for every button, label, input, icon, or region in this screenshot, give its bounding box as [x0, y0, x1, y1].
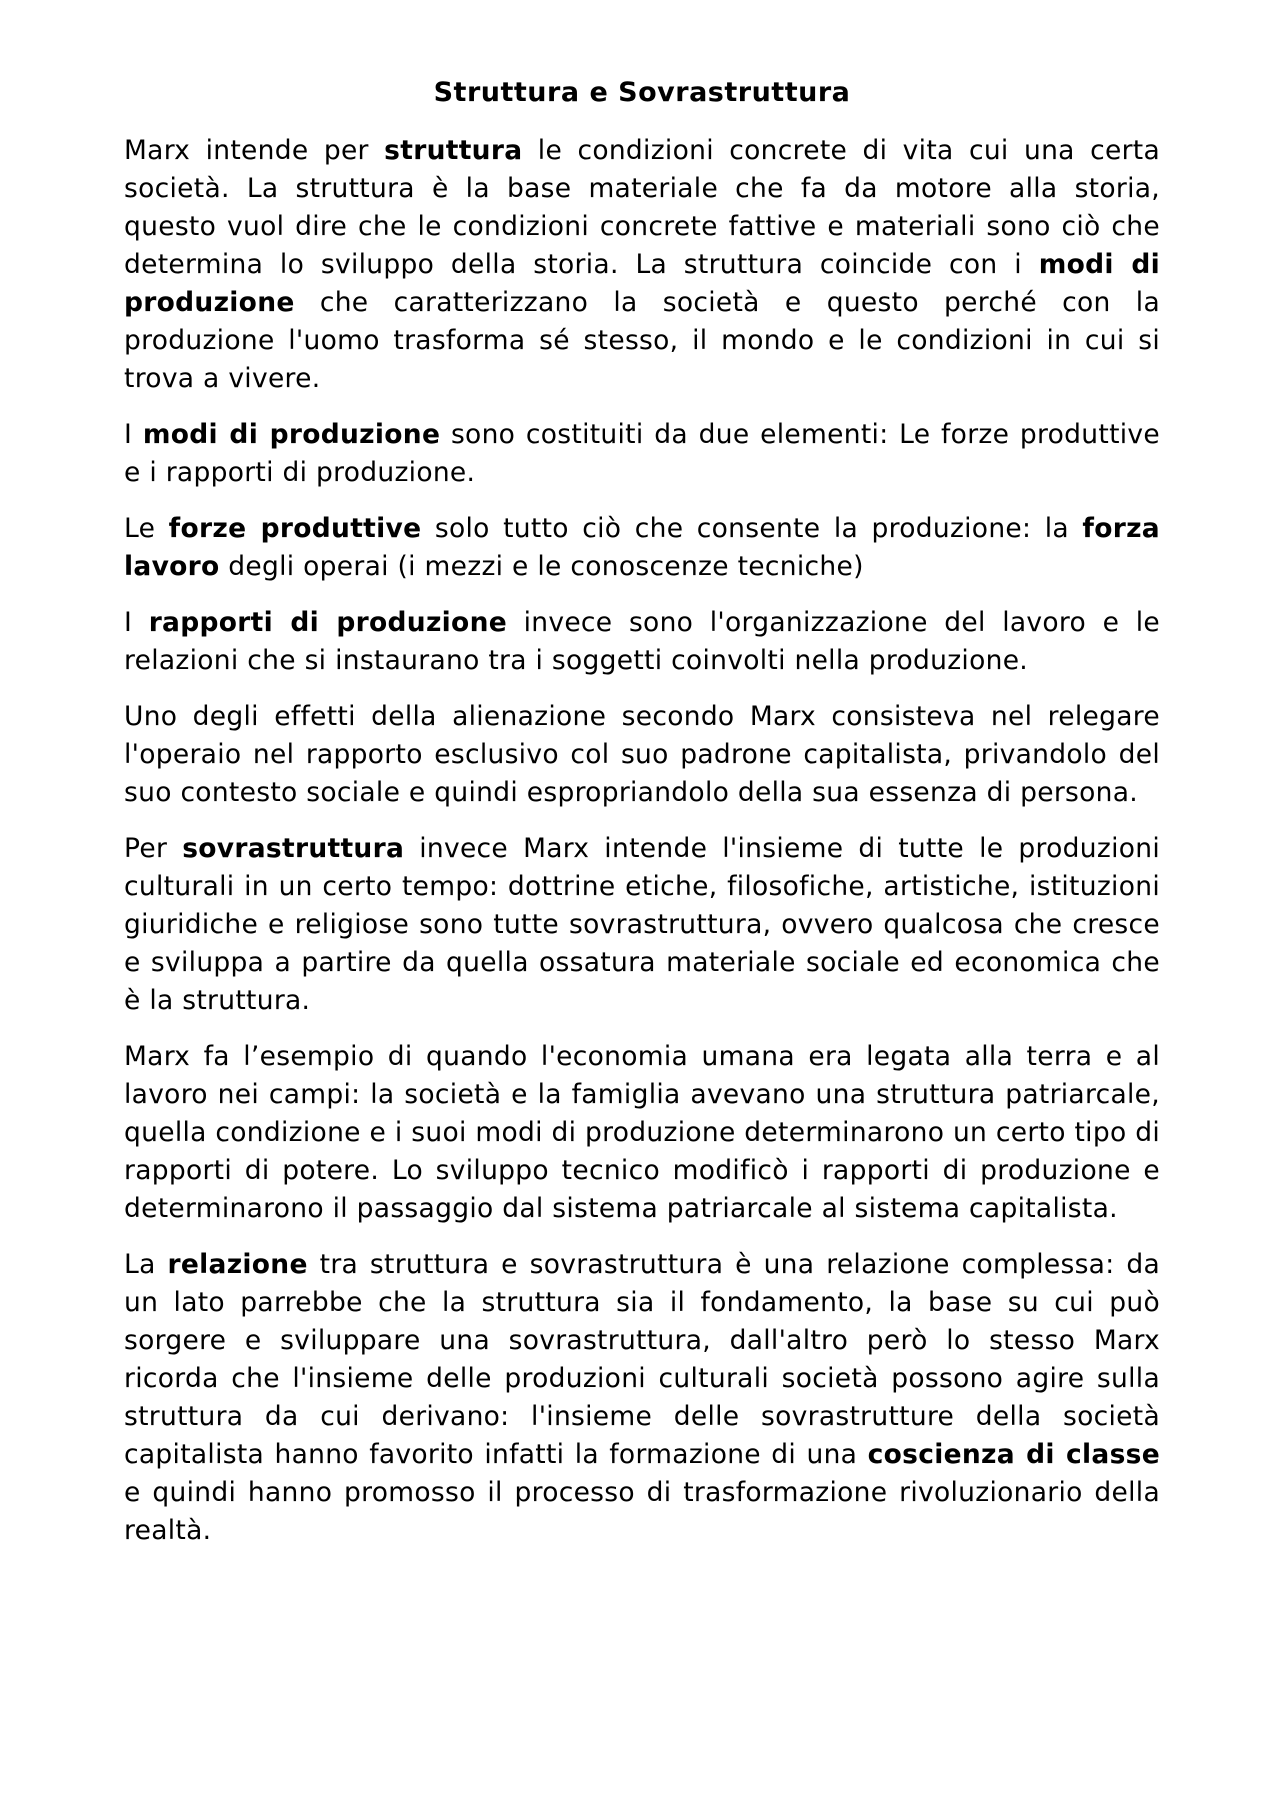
paragraph-text: I	[124, 607, 149, 638]
paragraph	[124, 1038, 1160, 1228]
paragraph-text: Per	[124, 833, 183, 864]
paragraph	[124, 510, 1160, 586]
paragraph-text: che caratterizzano la società e questo perché con la produzione l'uomo trasforma sé stesso, il mondo e le condizioni in cui si trova a vivere.	[124, 287, 1160, 394]
paragraph-text: Uno degli effetti della alienazione secondo Marx consisteva nel relegare l'operaio nel rapporto esclusivo col suo padrone capitalista, privandolo del suo contesto sociale e quindi espropriandolo della sua essenza di persona.	[124, 701, 1160, 808]
paragraph	[124, 416, 1160, 492]
bold-term: sovrastruttura	[182, 833, 405, 864]
bold-term: modi di produzione	[124, 249, 1161, 318]
paragraph-text: I	[124, 419, 143, 450]
paragraph	[124, 698, 1160, 812]
paragraph-text: solo tutto ciò che consente la produzione: la	[421, 513, 1083, 544]
paragraph-text: Marx intende per	[124, 135, 385, 166]
paragraph-text: Le	[124, 513, 169, 544]
paragraph	[124, 1246, 1160, 1550]
bold-term: rapporti di produzione	[148, 607, 508, 638]
paragraph-text: sono costituiti da due elementi: Le forze produttive e i rapporti di produzione.	[124, 419, 1161, 488]
bold-term: forza lavoro	[124, 513, 1160, 582]
paragraph-text: invece Marx intende l'insieme di tutte le produzioni culturali in un certo tempo: dottrine etiche, filosofiche, artistiche, istituzioni giuridiche e religiose sono tutte sovrastruttura, ovvero qualcosa che cresce e sviluppa a partire da quella ossatura materiale sociale ed economica che è la struttura.	[124, 833, 1161, 1016]
paragraph-text: degli operai (i mezzi e le conoscenze tecniche)	[219, 551, 864, 582]
paragraph-text: e quindi hanno promosso il processo di trasformazione rivoluzionario della realtà.	[124, 1477, 1160, 1546]
paragraph	[124, 132, 1160, 398]
paragraph	[124, 604, 1160, 680]
paragraph-text: tra struttura e sovrastruttura è una relazione complessa: da un lato parrebbe che la struttura sia il fondamento, la base su cui può sorgere e sviluppare una sovrastruttura, dall'altro però lo stesso Marx ricorda che l'insieme delle produzioni culturali società possono agire sulla struttura da cui derivano: l'insieme delle sovrastrutture della società capitalista hanno favorito infatti la formazione di una	[124, 1249, 1160, 1470]
bold-term: struttura	[384, 135, 523, 166]
paragraph-text: La	[124, 1249, 168, 1280]
bold-term: modi di produzione	[142, 419, 441, 450]
document-body	[124, 74, 1160, 1568]
paragraph-text: le condizioni concrete di vita cui una certa società. La struttura è la base materiale che fa da motore alla storia, questo vuol dire che le condizioni concrete fattive e materiali sono ciò che determina lo sviluppo della storia. La struttura coincide con i	[124, 135, 1160, 280]
bold-term: coscienza di classe	[867, 1439, 1160, 1470]
paragraph	[124, 830, 1160, 1020]
bold-term: forze produttive	[168, 513, 422, 544]
paragraph-text: Marx fa l’esempio di quando l'economia umana era legata alla terra e al lavoro nei campi: la società e la famiglia avevano una struttura patriarcale, quella condizione e i suoi modi di produzione determinarono un certo tipo di rapporti di potere. Lo sviluppo tecnico modificò i rapporti di produzione e determinarono il passaggio dal sistema patriarcale al sistema capitalista.	[124, 1041, 1160, 1224]
bold-term: relazione	[167, 1249, 308, 1280]
paragraph-text: invece sono l'organizzazione del lavoro e le relazioni che si instaurano tra i soggetti coinvolti nella produzione.	[124, 607, 1160, 676]
paragraph-list	[124, 132, 1160, 1550]
page-title: Struttura e Sovrastruttura	[433, 77, 851, 108]
